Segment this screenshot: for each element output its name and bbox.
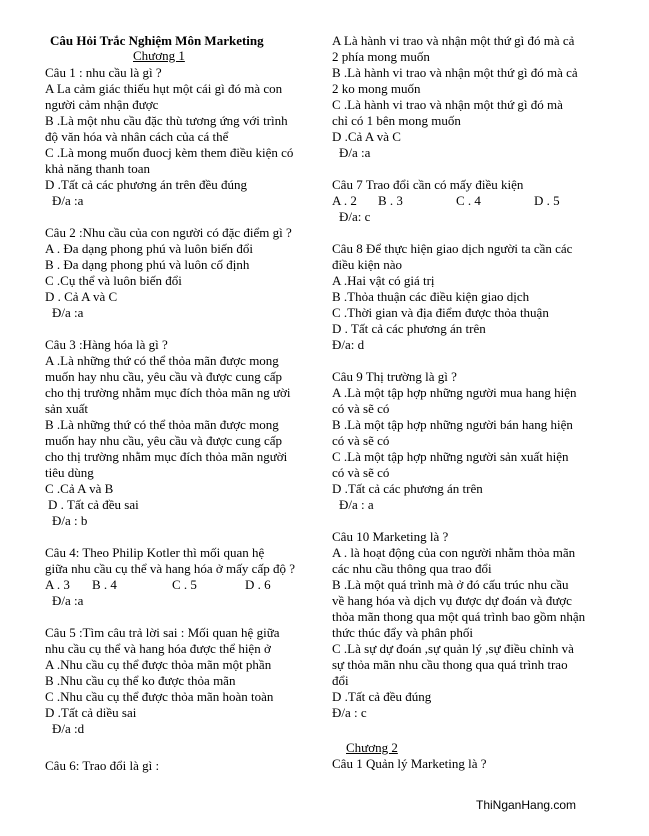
q4-option-a: A . 3 (45, 577, 70, 592)
document-title: Câu Hỏi Trắc Nghiệm Môn Marketing (50, 33, 264, 48)
q10-answer: Đ/a : c (332, 705, 367, 720)
q8-option-d: D . Tất cả các phương án trên (332, 321, 486, 336)
q9-option-a-cont: có và sẽ có (332, 401, 390, 416)
q6-answer: Đ/a :a (339, 145, 371, 160)
q2-option-a: A . Đa dạng phong phú và luôn biến đổi (45, 241, 253, 256)
q8-option-c: C .Thời gian và địa điểm được thỏa thuận (332, 305, 549, 320)
q10-option-b: B .Là một quá trình mà ở đó cấu trúc nhu cầu (332, 577, 569, 592)
q6-option-c-cont: chỉ có 1 bên mong muốn (332, 113, 461, 128)
q10-option-a-cont: các nhu cầu thông qua trao đổi (332, 561, 492, 576)
q2-option-d: D . Cả A và C (45, 289, 118, 304)
ch2-q1-question: Câu 1 Quản lý Marketing là ? (332, 756, 487, 771)
q1-option-a: A La cảm giác thiếu hụt một cái gì đó mà con (45, 81, 283, 96)
q9-option-b-cont: có và sẽ có (332, 433, 390, 448)
q10-option-c-cont: đổi (332, 673, 349, 688)
q9-option-d: D .Tất cả các phương án trên (332, 481, 483, 496)
q3-option-b-cont: muốn hay nhu cầu, yêu cầu và được cung cấp (45, 433, 283, 448)
q4-option-b: B . 4 (92, 577, 117, 592)
q2-answer: Đ/a :a (52, 305, 84, 320)
q4-question-cont: giữa nhu cầu cụ thể và hang hóa ở mấy cấp độ ? (45, 561, 295, 576)
q1-option-b-cont: độ văn hóa và nhân cách của cá thể (45, 129, 229, 144)
q3-option-b-cont: cho thị trường nhằm mục đích thỏa mãn người (45, 449, 288, 464)
q8-question: Câu 8 Để thực hiện giao dịch người ta cần các (332, 241, 573, 256)
chapter-1-heading: Chương 1 (133, 48, 185, 63)
q2-option-b: B . Đa dạng phong phú và luôn cố định (45, 257, 250, 272)
q3-option-a: A .Là những thứ có thể thỏa mãn được mong (45, 353, 279, 368)
q4-option-c: C . 5 (172, 577, 197, 592)
q5-question-cont: nhu cầu cụ thể và hang hóa được thể hiện ở (45, 641, 271, 656)
q5-option-c: C .Nhu cầu cụ thể được thỏa mãn hoàn toàn (45, 689, 274, 704)
q1-option-c-cont: khả năng thanh toan (45, 161, 151, 176)
q1-option-b: B .Là một nhu cầu đặc thù tương ứng với trình (45, 113, 288, 128)
q3-option-c: C .Cả A và B (45, 481, 114, 496)
q3-option-a-cont: sản xuất (45, 401, 88, 416)
q9-option-c-cont: có và sẽ có (332, 465, 390, 480)
q7-option-c: C . 4 (456, 193, 481, 208)
q5-answer: Đ/a :d (52, 721, 85, 736)
q10-option-c-cont: sự thỏa mãn nhu cầu thong qua quá trình trao (332, 657, 568, 672)
q8-option-a: A .Hai vật có giá trị (332, 273, 435, 288)
q3-option-a-cont: cho thị trường nhằm mục đích thỏa mãn ng ười (45, 385, 291, 400)
q10-option-b-cont: về hang hóa và dịch vụ được dự đoán và được (332, 593, 572, 608)
q5-option-b: B .Nhu cầu cụ thể ko được thỏa mãn (45, 673, 236, 688)
q2-option-c: C .Cụ thể và luôn biến đổi (45, 273, 182, 288)
q9-option-c: C .Là một tập hợp những người sản xuất hiện (332, 449, 569, 464)
footer-watermark: ThiNganHang.com (476, 798, 577, 812)
q3-question: Câu 3 :Hàng hóa là gì ? (45, 337, 168, 352)
q10-option-c: C .Là sự dự đoán ,sự quản lý ,sự điều chỉnh và (332, 641, 574, 656)
q10-option-b-cont: thức thúc đẩy và phân phối (332, 625, 473, 640)
q10-option-a: A . là hoạt động của con người nhằm thỏa mãn (332, 545, 576, 560)
q3-option-a-cont: muốn hay nhu cầu, yêu cầu và được cung cấp (45, 369, 283, 384)
q3-option-b: B .Là những thứ có thể thỏa mãn được mong (45, 417, 279, 432)
q7-question: Câu 7 Trao đổi cần có mấy điều kiện (332, 177, 524, 192)
q7-option-b: B . 3 (378, 193, 403, 208)
q8-question-cont: điều kiện nào (332, 257, 403, 272)
q1-question: Câu 1 : nhu cầu là gì ? (45, 65, 162, 80)
q5-option-d: D .Tất cả diều sai (45, 705, 137, 720)
q9-answer: Đ/a : a (339, 497, 374, 512)
q6-option-c: C .Là hành vi trao và nhận một thứ gì đó mà (332, 97, 563, 112)
q4-question: Câu 4: Theo Philip Kotler thì mối quan hệ (45, 545, 265, 560)
q1-answer: Đ/a :a (52, 193, 84, 208)
chapter-2-heading: Chương 2 (346, 740, 398, 755)
q6-option-a-cont: 2 phía mong muốn (332, 49, 430, 64)
q7-answer: Đ/a: c (339, 209, 371, 224)
q3-option-d: D . Tất cả đều sai (48, 497, 139, 512)
q10-option-d: D .Tất cả đều đúng (332, 689, 432, 704)
q1-option-c: C .Là mong muốn đuocj kèm them điều kiện có (45, 145, 294, 160)
q5-question: Câu 5 :Tìm câu trả lời sai : Mối quan hệ giữa (45, 625, 280, 640)
q6-option-d: D .Cả A và C (332, 129, 401, 144)
q7-option-a: A . 2 (332, 193, 357, 208)
q9-question: Câu 9 Thị trường là gì ? (332, 369, 457, 384)
q6-option-b: B .Là hành vi trao và nhận một thứ gì đó mà cả (332, 65, 578, 80)
q8-answer: Đ/a: d (332, 337, 365, 352)
q3-answer: Đ/a : b (52, 513, 88, 528)
q2-question: Câu 2 :Nhu cầu của con người có đặc điểm gì ? (45, 225, 292, 240)
q4-option-d: D . 6 (245, 577, 271, 592)
q6-question: Câu 6: Trao đổi là gì : (45, 758, 160, 773)
q8-option-b: B .Thỏa thuận các điều kiện giao dịch (332, 289, 530, 304)
q5-option-a: A .Nhu cầu cụ thể được thỏa mãn một phần (45, 657, 272, 672)
q3-option-b-cont: tiêu dùng (45, 465, 94, 480)
q9-option-a: A .Là một tập hợp những người mua hang hiện (332, 385, 577, 400)
q6-option-b-cont: 2 ko mong muốn (332, 81, 421, 96)
q10-question: Câu 10 Marketing là ? (332, 529, 449, 544)
q9-option-b: B .Là một tập hợp những người bán hang hiện (332, 417, 573, 432)
q1-option-d: D .Tất cả các phương án trên đều đúng (45, 177, 247, 192)
q4-answer: Đ/a :a (52, 593, 84, 608)
q10-option-b-cont: thỏa mãn thong qua một quá trình bao gồm nhận (332, 609, 586, 624)
q1-option-a-cont: người cảm nhận được (45, 97, 159, 112)
q7-option-d: D . 5 (534, 193, 560, 208)
q6-option-a: A Là hành vi trao và nhận một thứ gì đó mà cả (332, 33, 575, 48)
